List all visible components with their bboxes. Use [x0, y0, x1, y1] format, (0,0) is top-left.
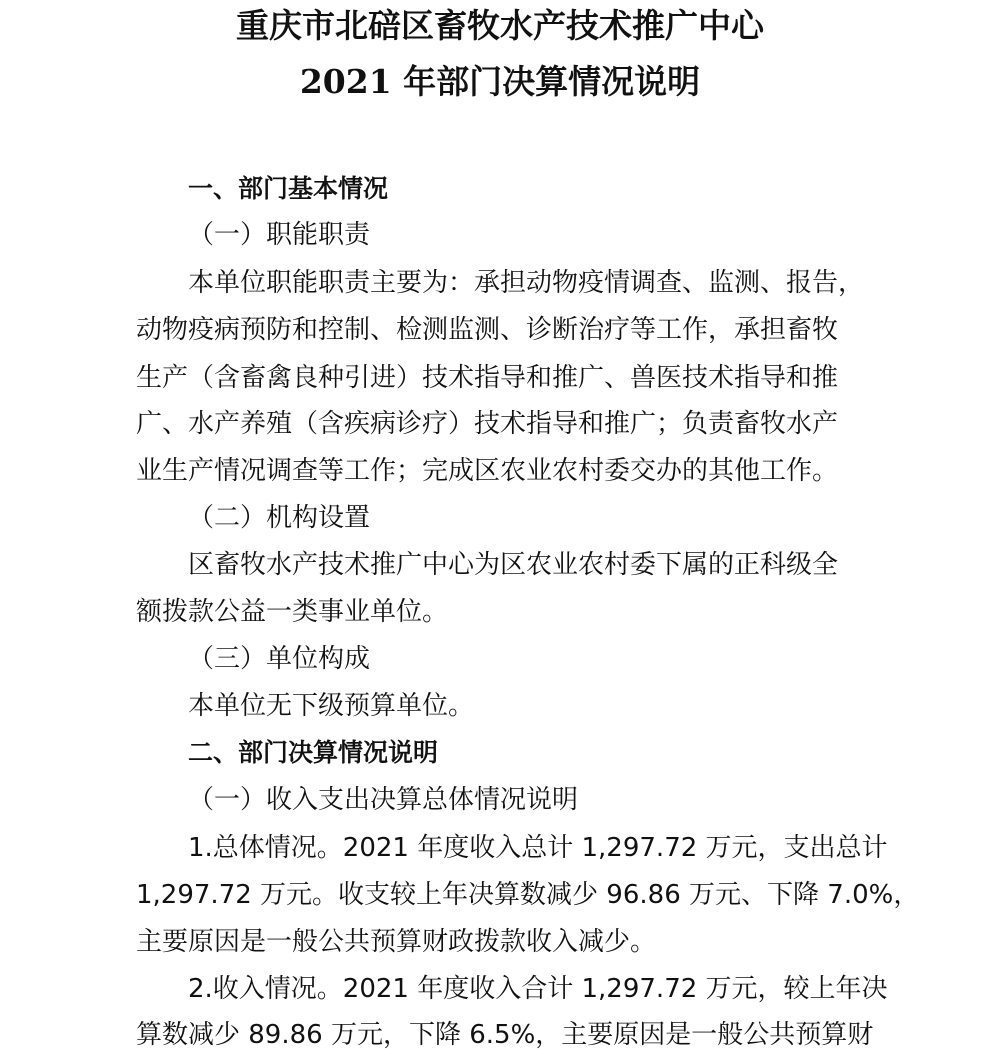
document-title-line-2: 2021 年部门决算情况说明	[299, 62, 701, 101]
paragraph-line: 算数减少 89.86 万元，下降 6.5%，主要原因是一般公共预算财	[136, 1020, 874, 1050]
section-heading-1: 一、部门基本情况	[188, 174, 389, 203]
paragraph-line: 广、水产养殖（含疾病诊疗）技术指导和推广；负责畜牧水产	[136, 409, 839, 439]
paragraph-line: 业生产情况调查等工作；完成区农业农村委交办的其他工作。	[136, 456, 839, 486]
paragraph-line: 主要原因是一般公共预算财政拨款收入减少。	[136, 927, 657, 957]
paragraph-line: 动物疫病预防和控制、检测监测、诊断治疗等工作，承担畜牧	[136, 315, 839, 345]
paragraph-line: 1,297.72 万元。收支较上年决算数减少 96.86 万元、下降 7.0%，	[136, 880, 920, 910]
subsection-heading-1-3: （三）单位构成	[188, 644, 371, 674]
subsection-heading-2-1: （一）收入支出决算总体情况说明	[188, 785, 579, 815]
section-heading-2: 二、部门决算情况说明	[188, 738, 439, 767]
paragraph-line: 1.总体情况。2021 年度收入总计 1,297.72 万元，支出总计	[188, 833, 888, 863]
paragraph-line: 本单位无下级预算单位。	[188, 691, 475, 721]
paragraph-line: 区畜牧水产技术推广中心为区农业农村委下属的正科级全	[188, 550, 839, 580]
paragraph-line: 额拨款公益一类事业单位。	[136, 597, 449, 627]
subsection-heading-1-2: （二）机构设置	[188, 503, 371, 533]
paragraph-line: 生产（含畜禽良种引进）技术指导和推广、兽医技术指导和推	[136, 363, 839, 393]
paragraph-line: 本单位职能职责主要为：承担动物疫情调查、监测、报告，	[188, 268, 865, 298]
document-title-line-1: 重庆市北碚区畜牧水产技术推广中心	[236, 6, 764, 45]
paragraph-line: 2.收入情况。2021 年度收入合计 1,297.72 万元，较上年决	[188, 974, 888, 1004]
subsection-heading-1-1: （一）职能职责	[188, 220, 371, 250]
